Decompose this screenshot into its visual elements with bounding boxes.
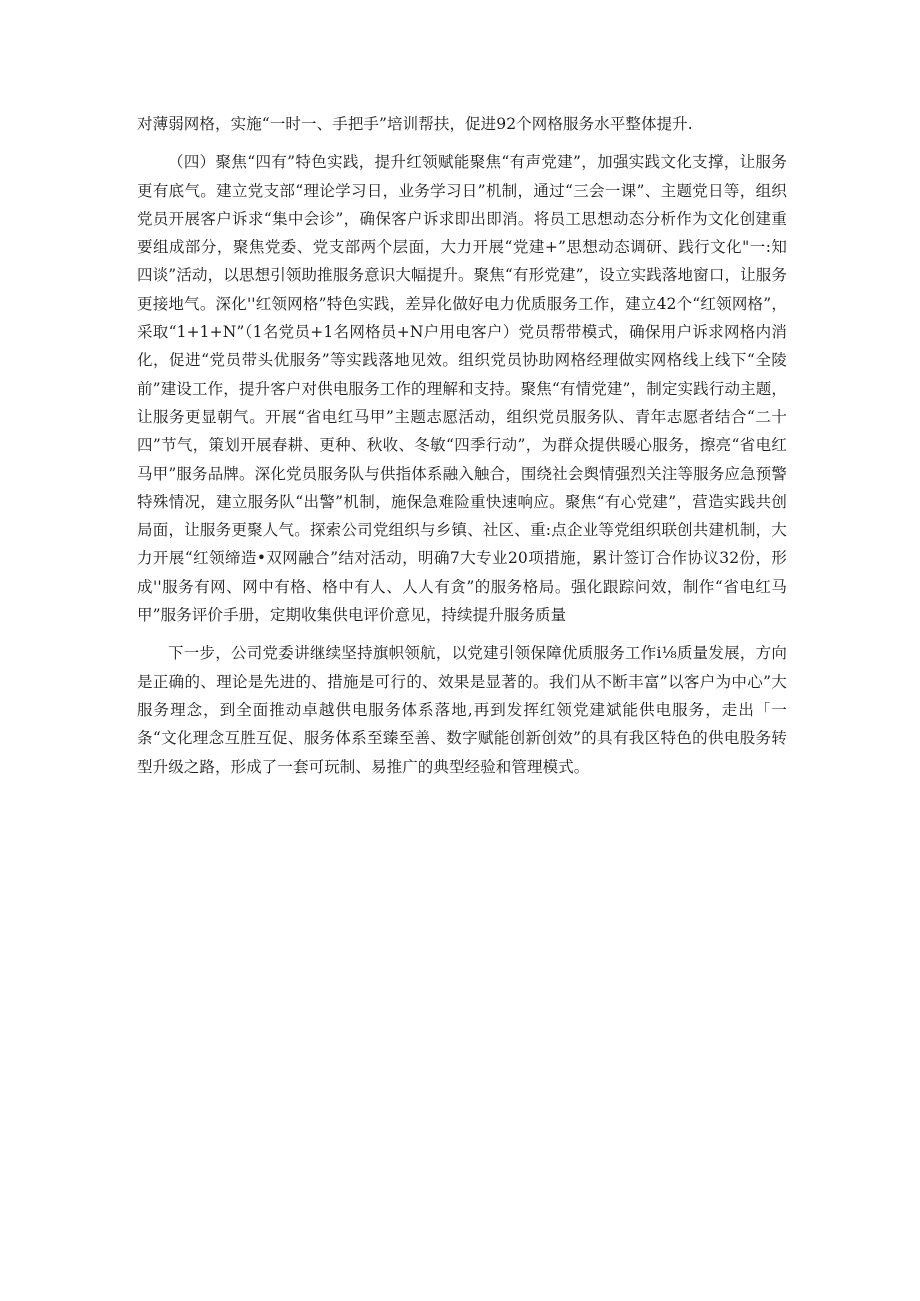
paragraph-spacer bbox=[137, 629, 787, 639]
paragraph-next-steps: 下一步，公司党委讲继续坚持旗帜领航，以党建引领保障优质服务工作i⅛质量发展，方向是正确的、理论是先进的、措施是可行的、效果是显著的。我们从不断丰富”以客户为中心”大服务理念，到全面推动卓越供电服务体系落地,再到发挥红领党建斌能供电服务，走出「一条“文化理念互胜互促、服务体系至臻至善、数字赋能创新创效”的具有我区特色的供电股务转型升级之路，形成了一套可玩制、易推广的典型经验和管理模式。 bbox=[137, 644, 787, 776]
paragraph-spacer bbox=[137, 138, 787, 148]
paragraph-continuation: 对薄弱网格，实施“一时一、手把手”培训帮扶，促进92个网格服务水平整体提升. bbox=[137, 115, 693, 133]
document-body bbox=[137, 110, 787, 781]
paragraph-section-four: （四）聚焦“四有”特色实践，提升红领赋能聚焦“有声党建”，加强实践文化支撑，让服务更有底气。建立党支部“理论学习日，业务学习日”机制，通过“三会一课”、主题党日等，组织党员开展客户诉求“集中会诊”，确保客户诉求即出即消。将员工思想动态分析作为文化创建重要组成部分，聚焦党委、党支部两个层面，大力开展“党建+”思想动态调研、践行文化"一:知四谈”活动，以思想引领助推服务意识大幅提升。聚焦“有形党建”，设立实践落地窗口，让服务更接地气。深化''红领网格”特色实践，差异化做好电力优质服务工作，建立42个“红领网格”，采取“1+1+N”（1名党员+1名网格员+N户用电客户）党员帮带模式，确保用户诉求网格内消化，促进“党员带头优服务”等实践落地见效。组织党员协助网格经理做实网格线上线下“全陵前”建设工作，提升客户对供电服务工作的理解和支持。聚焦“有情党建”，制定实践行动主题，让服务更显朝气。开展“省电红马甲”主题志愿活动，组织党员服务队、青年志愿者结合“二十四”节气，策划开展春耕、更种、秋收、冬敏“四季行动”，为群众提供暖心服务，擦亮“省电红马甲”服务品牌。深化党员服务队与供指体系融入触合，围绕社会舆情强烈关注等服务应急预警特殊情况，建立服务队“出警”机制，施保急难险重快速响应。聚焦“有心党建”，营造实践共创局面，让服务更聚人气。探索公司党组织与乡镇、社区、重:点企业等党组织联创共建机制，大力开展“红领缔造•双网融合”结对活动，明确7大专业20项措施，累计签订合作协议32份，形成''服务有网、网中有格、格中有人、人人有贪”的服务格局。强化跟踪问效，制作“省电红马甲”服务评价手册，定期收集供电评价意见，持续提升服务质量 bbox=[137, 153, 787, 625]
